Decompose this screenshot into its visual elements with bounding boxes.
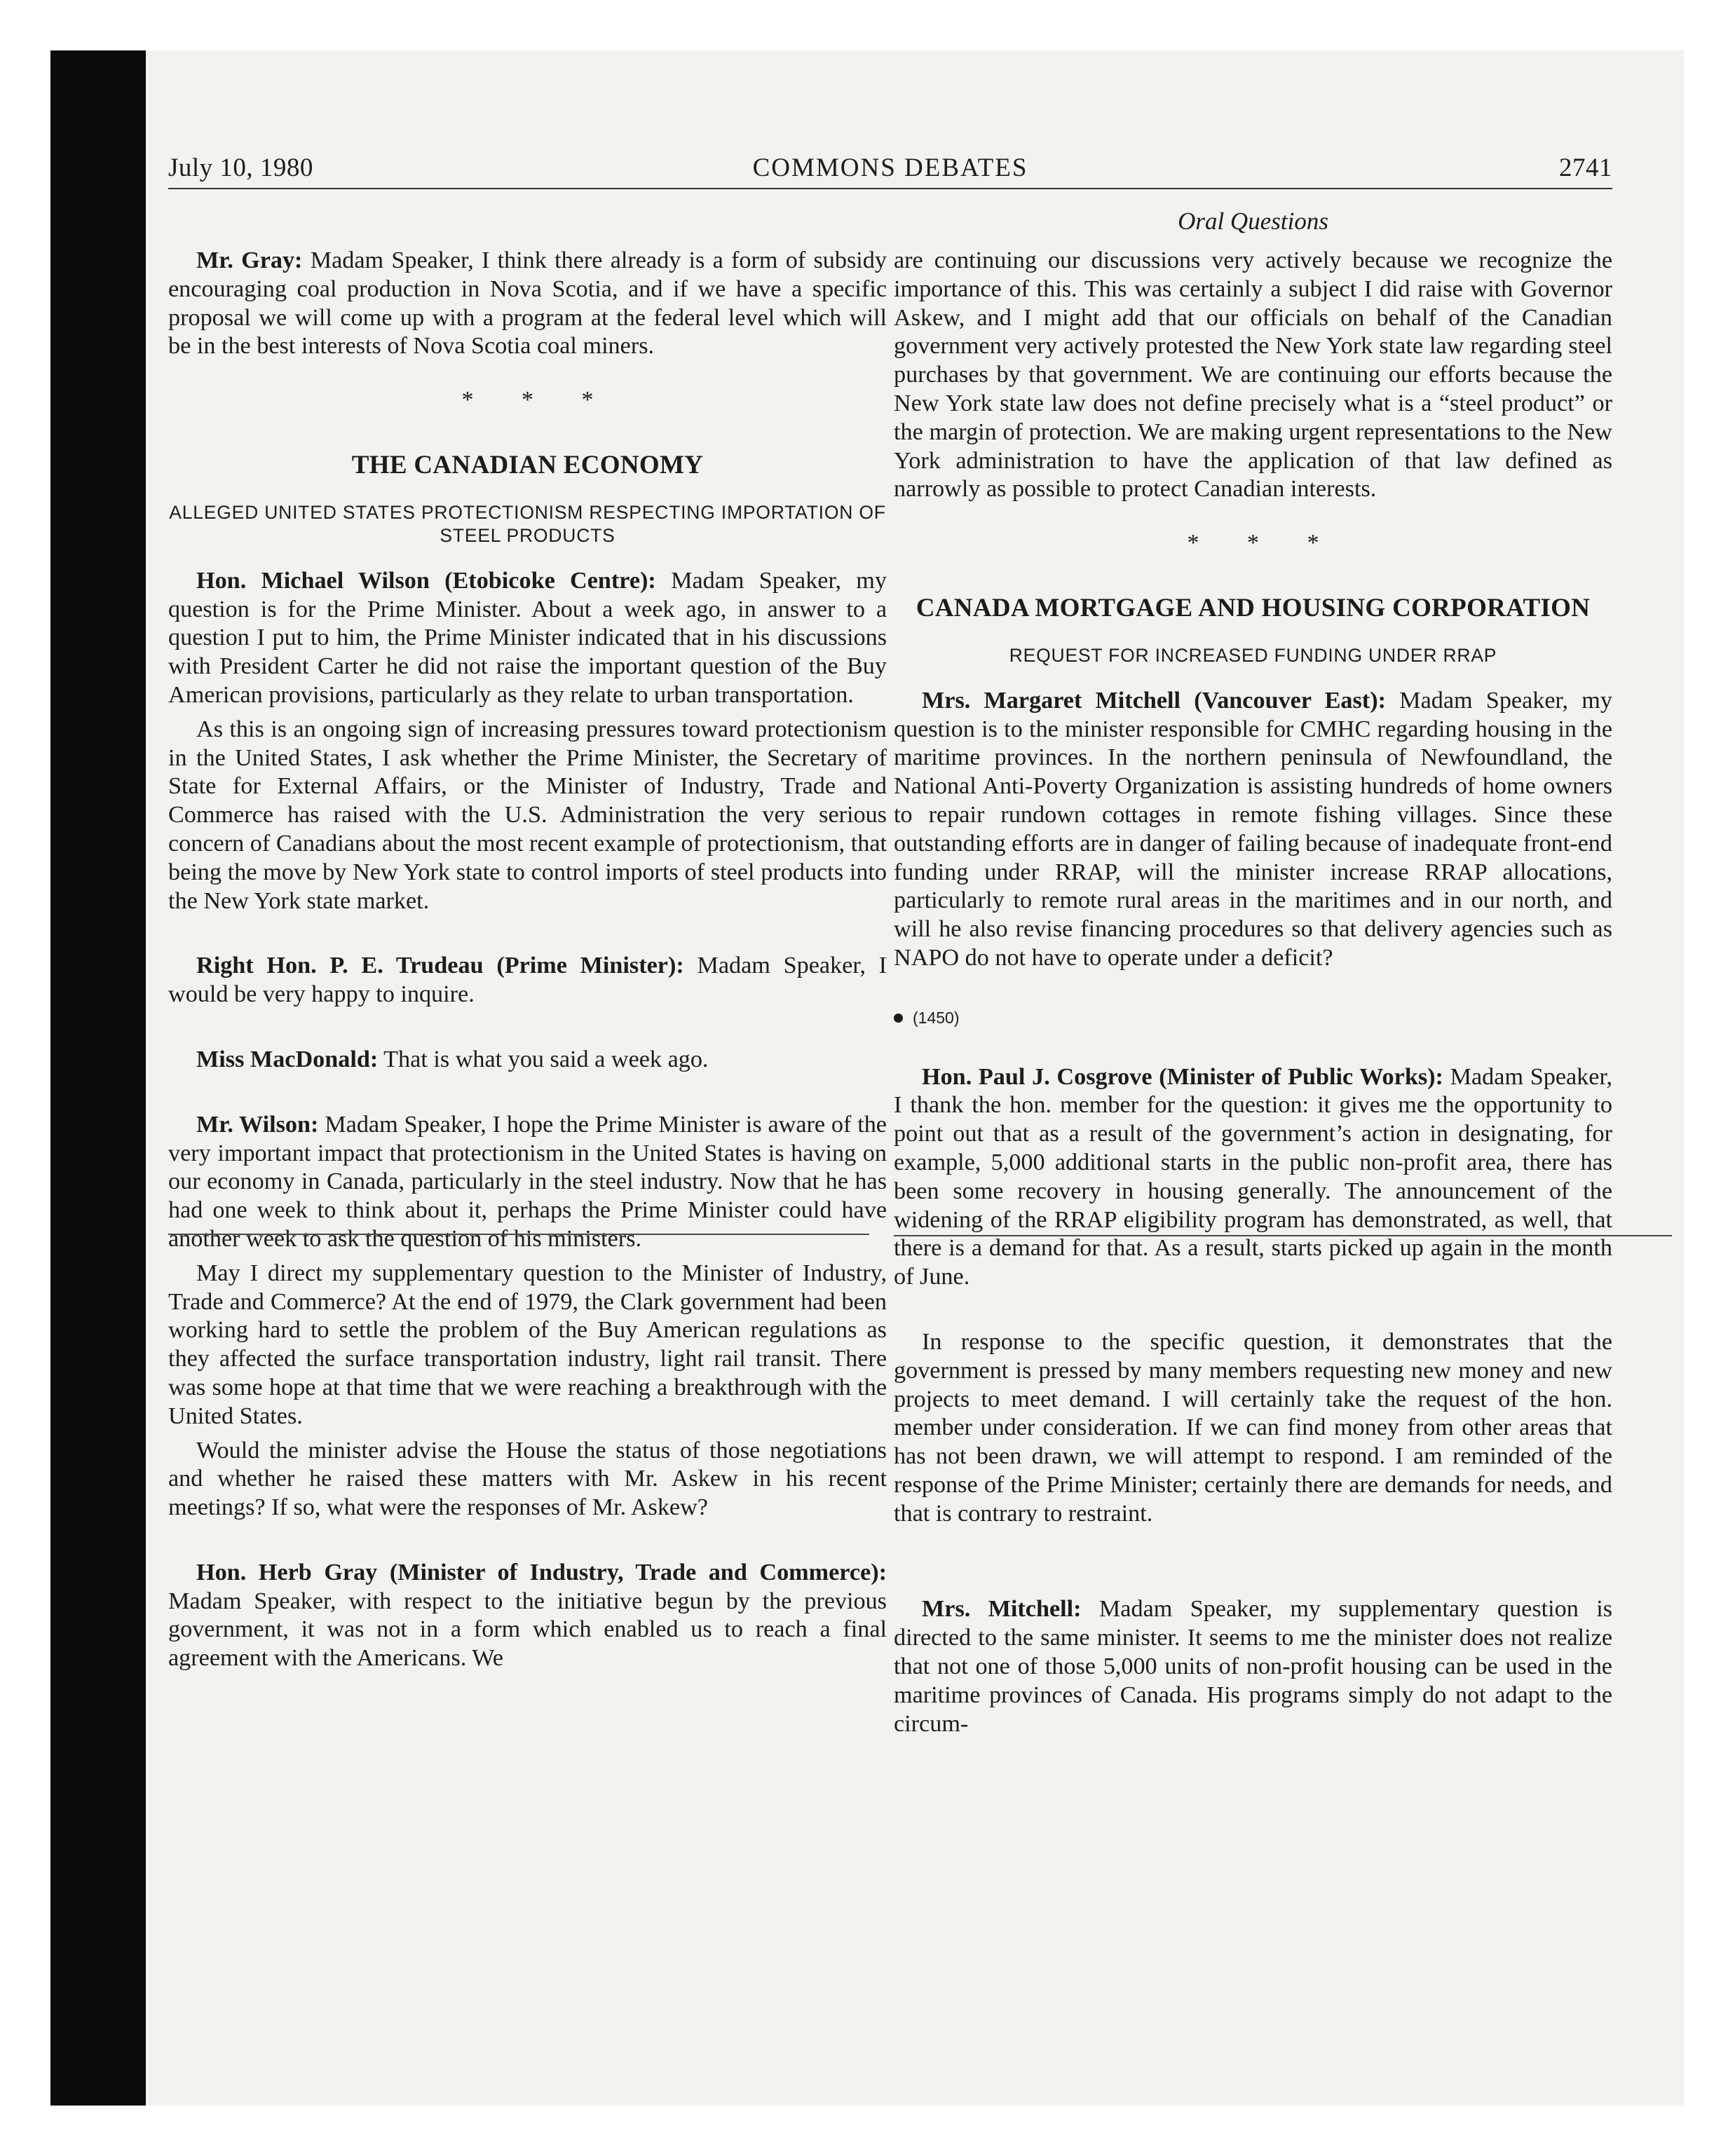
running-head: Oral Questions (1178, 207, 1328, 235)
speech-text: Madam Speaker, my supplementary question is directed to the same minister. It seems to me the minister does not realize that not one of those 5,000 units of non-profit housing can be used in the maritime provinces of Canada. His programs simply do not adapt to the circum- (894, 1596, 1613, 1737)
right-column (894, 247, 1612, 1744)
speaker-name: Mrs. Mitchell: (922, 1596, 1082, 1623)
header-page-number: 2741 (1559, 153, 1612, 182)
paragraph: Would the minister advise the House the status of those negotiations and whether he raised these matters with Mr. Askew in his recent meetings? If so, what were the responses of Mr. Askew? (168, 1437, 887, 1521)
paragraph (168, 1111, 887, 1254)
paragraph (168, 567, 887, 710)
speaker-name: Mr. Wilson: (196, 1111, 319, 1138)
scan-binding-shadow (50, 50, 146, 2106)
speaker-name: Hon. Paul J. Cosgrove (Minister of Public Works): (922, 1063, 1443, 1090)
section-subheading: REQUEST FOR INCREASED FUNDING UNDER RRAP (1009, 644, 1497, 666)
speech-text: Madam Speaker, my question is for the Prime Minister. About a week ago, in answer to a question I put to him, the Prime Minister indicated that in his discussions with President Carter he did not raise the important question of the Buy American provisions, particularly as they relate to urban transportation. (168, 567, 887, 708)
paragraph (168, 952, 887, 1009)
paragraph (168, 1046, 887, 1074)
section-separator: * * * (461, 387, 615, 414)
header-journal-title: COMMONS DEBATES (752, 153, 1028, 182)
paragraph (894, 1063, 1612, 1292)
speech-text: That is what you said a week ago. (378, 1046, 709, 1072)
page-header (168, 153, 1612, 192)
speaker-name: Miss MacDonald: (196, 1046, 379, 1072)
section-heading: CANADA MORTGAGE AND HOUSING CORPORATION (916, 593, 1591, 622)
speech-text: Madam Speaker, my question is to the minister responsible for CMHC regarding housing in the maritime provinces. In the northern peninsula of Newfoundland, the National Anti-Poverty Organization is assisting hundreds of home owners to repair rundown cottages in remote fishing villages. Since these outstanding efforts are in danger of failing because of inadequate front-end funding under RRAP, will the minister increase RRAP allocations, particularly to remote rural areas in the maritimes and in our north, and will he also revise financing procedures so that delivery agencies such as NAPO do not have to operate under a deficit? (894, 687, 1612, 971)
header-rule (168, 188, 1612, 189)
speaker-name: Mr. Gray: (196, 247, 303, 273)
speaker-name: Right Hon. P. E. Trudeau (Prime Minister): (196, 953, 684, 979)
paragraph (168, 1559, 887, 1673)
speaker-name: Hon. Michael Wilson (Etobicoke Centre): (196, 567, 656, 594)
paragraph: May I direct my supplementary question to the Minister of Industry, Trade and Commerce? At the end of 1979, the Clark government had been working hard to settle the problem of the Buy American regulations as they affected the surface transportation industry, light rail transit. There was some hope at that time that we were reaching a breakthrough with the United States. (168, 1260, 887, 1429)
paragraph: In response to the specific question, it demonstrates that the government is pressed by many members requesting new money and new projects to meet demand. I will certainly take the request of the hon. member under consideration. If we can find money from other areas that has not been drawn, we will attempt to respond. I am reminded of the response of the Prime Minister; certainly there are demands for needs, and that is contrary to restraint. (894, 1328, 1612, 1527)
paragraph: are continuing our discussions very actively because we recognize the importance of this. This was certainly a subject I did raise with Governor Askew, and I might add that our officials on behalf of the Canadian government very actively protested the New York state law regarding steel purchases by that government. We are continuing our efforts because the New York state law does not define precisely what is a “steel product” or the margin of protection. We are making urgent representations to the New York administration to have the application of that law defined as narrowly as possible to protect Canadian interests. (894, 247, 1612, 503)
speech-text: Madam Speaker, I hope the Prime Minister is aware of the very important impact that protectionism in the United States is having on our economy in Canada, particularly in the steel industry. Now that he has had one week to think about it, perhaps the Prime Minister could have another week to ask the question of his ministers. (168, 1111, 887, 1252)
speaker-name: Hon. Herb Gray (Minister of Industry, Trade and Commerce): (196, 1559, 887, 1585)
scan-artifact-line (168, 1234, 869, 1235)
paragraph: As this is an ongoing sign of increasing pressures toward protectionism in the United States, I ask whether the Prime Minister, the Secretary of State for External Affairs, or the Minister of Industry, Trade and Commerce has raised with the U.S. Administration the very serious concern of Canadians about the most recent example of protectionism, that being the move by New York state to control imports of steel products into the New York state market. (168, 716, 887, 914)
speech-text: Madam Speaker, I thank the hon. member for the question: it gives me the opportunity to point out that as a result of the government’s action in designating, for example, 5,000 additional starts in the public non-profit area, there has been some recovery in housing generally. The announcement of the widening of the RRAP eligibility program has demonstrated, as well, that there is a demand for that. As a result, starts picked up again in the month of June. (894, 1063, 1613, 1290)
timestamp (894, 1004, 1612, 1032)
left-column (168, 247, 887, 1679)
paragraph (894, 1595, 1612, 1738)
speech-text: Madam Speaker, with respect to the initiative begun by the previous government, it was not in a form which enabled us to reach a final agreement with the Americans. We (168, 1588, 887, 1672)
speech-text: Madam Speaker, I think there already is a form of subsidy encouraging coal production in Nova Scotia, and if we have a specific proposal we will come up with a program at the federal level which will be in the best interests of Nova Scotia coal miners. (168, 247, 887, 360)
section-subheading: ALLEGED UNITED STATES PROTECTIONISM RESPECTING IMPORTATION OF STEEL PRODUCTS (169, 501, 886, 546)
header-date: July 10, 1980 (168, 153, 313, 182)
speaker-name: Mrs. Margaret Mitchell (Vancouver East): (922, 687, 1386, 714)
paragraph (894, 687, 1612, 973)
speech-text: Madam Speaker, I would be very happy to inquire. (168, 953, 887, 1008)
bullet-icon (894, 1014, 903, 1023)
timestamp-text: (1450) (913, 1008, 960, 1027)
section-heading: THE CANADIAN ECONOMY (351, 450, 704, 479)
scan-artifact-line (894, 1235, 1672, 1236)
paragraph (168, 247, 887, 361)
section-separator: * * * (1187, 530, 1340, 557)
